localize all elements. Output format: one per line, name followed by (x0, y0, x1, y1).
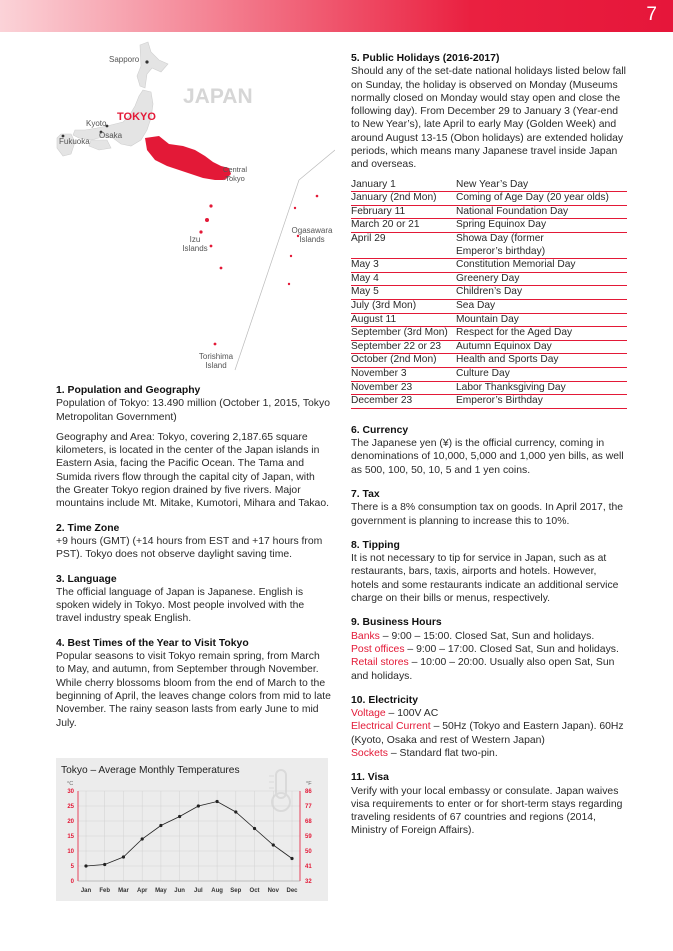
tokyo-highlight-shape (145, 136, 231, 180)
label-ogasawara-2: Islands (299, 235, 325, 244)
paragraph: Geography and Area: Tokyo, covering 2,187.65 square kilometers, is located in the center of the Japan islands in Eastern Asia, facing the Pacific Ocean. The Tama and Sumida rivers flow through the capital city of Japan, with the Greater Tokyo region drained by five rivers. Major mountains include Mt. Mitake, Kumotori, Mihara and Takao. (56, 431, 329, 510)
y-tick-label-right: 77 (305, 804, 312, 810)
holiday-row (351, 367, 627, 381)
paragraph: +9 hours (GMT) (+14 hours from EST and +17 hours from PST). Tokyo does not observe daylight saving time. (56, 535, 323, 561)
retail-stores-text: – 10:00 – 20:00. Usually also open Sat, Sun and holidays. (351, 657, 615, 682)
holiday-row (351, 327, 627, 341)
holiday-row (351, 395, 627, 409)
thermometer-icon (269, 770, 290, 811)
label-ogasawara-1: Ogasawara (291, 226, 333, 235)
x-tick-label: Jul (194, 888, 203, 894)
holiday-row (351, 233, 627, 259)
x-tick-label: Jun (174, 888, 185, 894)
y-tick-label-left: 20 (67, 819, 74, 825)
chart-title: Tokyo – Average Monthly Temperatures (61, 765, 240, 776)
electrical-current-label: Electrical Current (351, 721, 431, 733)
banks-label: Banks (351, 630, 380, 642)
section-time-zone (56, 522, 331, 562)
section-electricity (351, 694, 627, 760)
holiday-name-text: Sea Day (456, 300, 496, 312)
temperature-point (215, 800, 218, 803)
section-title: 9. Business Hours (351, 617, 442, 629)
paragraph: Should any of the set-date national holidays listed below fall on Sunday, the holiday is observed on Monday (Museums normally closed on Monday would stay open and close the following day). From December 29 to January 3 (Year-end to New Year’s), late April to early May (Golden Week) and around August 13-15 (Obon holidays) are extended holiday periods, which means many Japanese travel inside Japan and overseas. (351, 66, 626, 171)
x-tick-label: Mar (118, 888, 129, 894)
holiday-row (351, 205, 627, 219)
section-title: 11. Visa (351, 772, 389, 784)
section-title: 5. Public Holidays (2016-2017) (351, 53, 500, 64)
holiday-name (456, 327, 627, 341)
label-sapporo: Sapporo (109, 55, 140, 64)
label-central-2: Tokyo (225, 174, 245, 183)
x-tick-label: Sep (230, 888, 242, 894)
temperature-point (159, 824, 162, 827)
holiday-row (351, 313, 627, 327)
section-title: 7. Tax (351, 488, 380, 500)
section-title: 4. Best Times of the Year to Visit Tokyo (56, 637, 249, 649)
label-torishima-2: Island (205, 361, 227, 370)
holiday-name (456, 179, 627, 192)
holiday-row (351, 259, 627, 273)
right-column (351, 52, 627, 849)
y-tick-label-right: 59 (305, 834, 312, 840)
x-tick-label: Jan (80, 888, 92, 894)
holiday-name-text: Showa Day (former (456, 233, 544, 245)
y-tick-label-right: 86 (305, 789, 312, 795)
holiday-date: May 4 (351, 272, 456, 286)
temperature-point (234, 810, 237, 813)
holiday-name (456, 272, 627, 286)
holiday-name-text: Mountain Day (456, 313, 519, 325)
temperature-chart (56, 758, 328, 901)
y-tick-label-right: 68 (305, 819, 312, 825)
section-language (56, 573, 331, 626)
y-tick-label-left: 10 (67, 849, 74, 855)
holiday-row (351, 300, 627, 314)
holiday-name-text: Coming of Age Day (20 year olds) (456, 192, 609, 204)
temperature-point (178, 815, 181, 818)
label-izu-1: Izu (189, 235, 201, 244)
temperature-point (103, 863, 106, 866)
electricity-text (351, 707, 627, 760)
section-title: 10. Electricity (351, 694, 419, 706)
section-currency (351, 424, 627, 477)
temperature-point (290, 857, 293, 860)
holiday-date: September (3rd Mon) (351, 327, 456, 341)
section-tipping (351, 539, 627, 605)
y-tick-label-left: 5 (70, 864, 74, 870)
temperature-point (253, 827, 256, 830)
holiday-name (456, 259, 627, 273)
holiday-name (456, 381, 627, 395)
holiday-name (456, 192, 627, 206)
holiday-row (351, 286, 627, 300)
sockets-text: – Standard flat two-pin. (387, 748, 498, 759)
holiday-name-text: Labor Thanksgiving Day (456, 381, 566, 393)
y-tick-label-left: 30 (67, 789, 74, 795)
holiday-name (456, 340, 627, 354)
paragraph: Popular seasons to visit Tokyo remain spring, from March to May, and autumn, from September through November. While cherry blossoms bloom from the end of March to the beginning of April, the leaves change colors from mid to late November. The rainy season lasts from early June to mid July. (56, 651, 331, 729)
page-number: 7 (646, 4, 657, 25)
holiday-date: February 11 (351, 205, 456, 219)
retail-stores-label: Retail stores (351, 657, 409, 669)
banks-text: – 9:00 – 15:00. Closed Sat, Sun and holidays. (379, 630, 595, 642)
holiday-row (351, 354, 627, 368)
holiday-name (456, 219, 627, 233)
section-tax (351, 488, 627, 528)
paragraph: There is a 8% consumption tax on goods. In April 2017, the government is planning to increase this to 10%. (351, 502, 624, 527)
y-tick-label-left: 15 (67, 834, 74, 840)
holiday-date: May 5 (351, 286, 456, 300)
label-izu-2: Islands (182, 244, 208, 253)
paragraph: Verify with your local embassy or consulate. Japan waives visa requirements to enter or for short-term stays regarding traveling residents of 67 countries and regions (2014, Ministry of Foreign Affairs). (351, 785, 623, 837)
holiday-name (456, 395, 627, 409)
section-title: 8. Tipping (351, 539, 400, 551)
holiday-name-text: Greenery Day (456, 272, 520, 284)
sockets-label: Sockets (351, 748, 388, 759)
section-title: 2. Time Zone (56, 522, 120, 534)
holiday-name-text: Emperor’s Birthday (456, 395, 543, 407)
left-column (56, 384, 331, 741)
holidays-table (351, 179, 627, 409)
y-tick-label-left: 25 (67, 804, 74, 810)
x-tick-label: Aug (211, 888, 223, 894)
holiday-name-text: National Foundation Day (456, 205, 569, 217)
x-tick-label: Oct (249, 888, 260, 894)
holiday-date: November 23 (351, 381, 456, 395)
section-title: 6. Currency (351, 424, 409, 436)
paragraph: Population of Tokyo: 13.490 million (October 1, 2015, Tokyo Metropolitan Government) (56, 398, 330, 423)
y-tick-label-right: 41 (305, 864, 312, 870)
paragraph: The official language of Japan is Japanese. English is spoken widely in Tokyo. Most people involved with the travel industry speak English. (56, 586, 305, 625)
section-title: 1. Population and Geography (56, 385, 201, 396)
page-header-bar (0, 0, 673, 32)
business-hours-text (351, 630, 627, 683)
holiday-name-text: Culture Day (456, 367, 510, 379)
temperature-point (84, 864, 87, 867)
temperature-chart-svg (56, 758, 328, 901)
section-population (56, 384, 331, 511)
post-offices-text: – 9:00 – 17:00. Closed Sat, Sun and holidays. (404, 643, 619, 655)
label-torishima-1: Torishima (198, 352, 234, 361)
section-title: 3. Language (56, 573, 117, 585)
voltage-label: Voltage (351, 708, 386, 720)
temperature-series-line (86, 802, 292, 867)
holiday-name (456, 233, 627, 259)
holiday-row (351, 381, 627, 395)
y-tick-label-right: 32 (305, 879, 312, 885)
holiday-name (456, 286, 627, 300)
post-offices-label: Post offices (351, 643, 405, 655)
holiday-date: May 3 (351, 259, 456, 273)
holiday-row (351, 219, 627, 233)
holiday-name-text: Autumn Equinox Day (456, 340, 552, 352)
section-visa (351, 771, 627, 837)
ylabel-right: °F (306, 781, 312, 787)
temperature-point (141, 837, 144, 840)
japan-map (55, 40, 335, 380)
electrical-current-text: – 50Hz (Tokyo and Eastern Japan). 60Hz (Kyoto, Osaka and rest of Western Japan) (351, 721, 624, 746)
label-central-1: Central (222, 165, 248, 174)
label-fukuoka: Fukuoka (59, 137, 90, 146)
holiday-row (351, 340, 627, 354)
holiday-name (456, 313, 627, 327)
label-osaka: Osaka (99, 131, 123, 140)
x-tick-label: Dec (286, 888, 298, 894)
holiday-row (351, 272, 627, 286)
label-japan: JAPAN (183, 85, 253, 108)
holiday-name-text: New Year’s Day (456, 178, 529, 190)
section-business-hours (351, 616, 627, 682)
label-kyoto: Kyoto (86, 119, 107, 128)
holiday-name-text: Respect for the Aged Day (456, 327, 573, 339)
paragraph: It is not necessary to tip for service in Japan, such as at restaurants, bars, taxis, airports and hotels. However, hotels and some restaurants indicate an additional service charge on their bills or menus, respectively. (351, 553, 619, 605)
x-tick-label: May (155, 888, 167, 894)
x-tick-label: Feb (99, 888, 111, 894)
voltage-text: – 100V AC (385, 708, 439, 720)
holiday-row (351, 192, 627, 206)
holiday-name-text: Health and Sports Day (456, 354, 559, 366)
holiday-name (456, 354, 627, 368)
x-tick-label: Nov (267, 888, 279, 894)
holiday-name-text: Constitution Memorial Day (456, 259, 576, 271)
holiday-date: August 11 (351, 313, 456, 327)
holiday-date: January (2nd Mon) (351, 192, 456, 206)
paragraph: The Japanese yen (¥) is the official currency, coming in denominations of 10,000, 5,000 and 1,000 yen bills, as well as 500, 100, 50, 10, 5 and 1 yen coins. (351, 438, 624, 476)
y-tick-label-right: 50 (305, 849, 312, 855)
section-best-times (56, 637, 331, 730)
holiday-name-text: Spring Equinox Day (456, 219, 547, 231)
temperature-point (272, 843, 275, 846)
hokkaido-shape (137, 42, 168, 88)
label-tokyo: TOKYO (117, 111, 156, 123)
ylabel-left: °C (67, 781, 74, 787)
holiday-name-text: Children’s Day (456, 286, 523, 298)
holiday-date: November 3 (351, 367, 456, 381)
holiday-date: March 20 or 21 (351, 219, 456, 233)
temperature-point (197, 804, 200, 807)
shikoku-shape (89, 140, 111, 150)
holiday-date: July (3rd Mon) (351, 300, 456, 314)
holiday-date: December 23 (351, 395, 456, 409)
holiday-date: September 22 or 23 (351, 340, 456, 354)
holiday-name (456, 367, 627, 381)
temperature-point (122, 855, 125, 858)
japan-map-graphic (55, 40, 335, 380)
holiday-name (456, 300, 627, 314)
y-tick-label-left: 0 (70, 879, 74, 885)
holiday-date: April 29 (351, 233, 456, 259)
section-public-holidays (351, 52, 627, 409)
holiday-date: January 1 (351, 179, 456, 192)
holiday-name-text-line2: Emperor’s birthday) (456, 245, 546, 257)
x-tick-label: Apr (137, 888, 148, 894)
holiday-row (351, 179, 627, 192)
holiday-name (456, 205, 627, 219)
holiday-date: October (2nd Mon) (351, 354, 456, 368)
